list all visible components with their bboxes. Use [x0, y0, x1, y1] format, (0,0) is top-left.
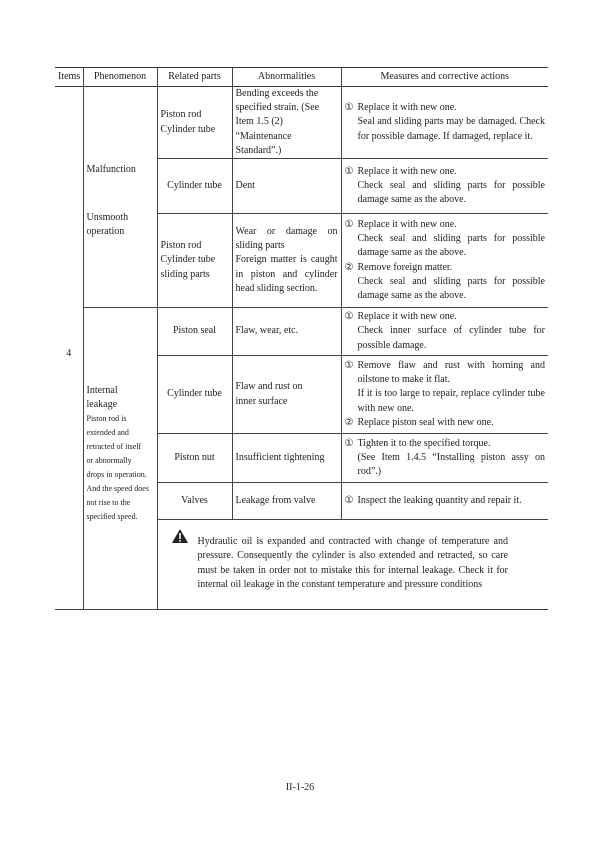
header-row: [55, 68, 548, 87]
measures: ① Replace it with new one. Check inner surface of cylinder tube for possible damage.: [341, 308, 548, 356]
header-related-parts: Related parts: [157, 68, 232, 87]
related-parts: Piston nut: [157, 434, 232, 483]
measures: ① Remove flaw and rust with horning and oilstone to make it flat. If it is too large to repair, replace cylinder tube with new one. ② Replace piston seal with new one.: [341, 356, 548, 434]
note-text: Hydraulic oil is expanded and contracted with change of temperature and pressure. Consequently the cylinder is also extended and retracted, so care must be taken in order not to mistake this for internal leakage. Check it for internal oil leakage in the constant temperature and pressure conditions: [197, 536, 508, 590]
abnormality: Bending exceeds the specified strain. (See Item 1.5 (2) “Maintenance Standard”.): [232, 87, 341, 159]
phenomenon-internal-leakage: Internal leakage Piston rod is extended and retracted of itself or abnormally drops in operation. And the speed does not rise to the specified speed.: [83, 308, 157, 610]
page-number: II-1-26: [285, 782, 315, 793]
phenomenon-label: Malfunction: [86, 164, 136, 175]
measures: ① Inspect the leaking quantity and repair it.: [341, 483, 548, 520]
item-number: 4: [55, 87, 83, 610]
abnormality: Flaw, wear, etc.: [232, 308, 341, 356]
measures: ① Replace it with new one. Check seal and sliding parts for possible damage same as the above.: [341, 159, 548, 214]
abnormality: Wear or damage on sliding parts Foreign matter is caught in piston and cylinder head sliding section.: [232, 214, 341, 308]
phenomenon-malfunction: [83, 87, 157, 308]
abnormality: Insufficient tightening: [232, 434, 341, 483]
troubleshooting-table: [55, 67, 548, 610]
warning-triangle-icon: [172, 529, 188, 548]
related-parts: Cylinder tube: [157, 159, 232, 214]
table-row: [55, 87, 548, 159]
header-measures: Measures and corrective actions: [341, 68, 548, 87]
header-items: Items: [55, 68, 83, 87]
related-parts: Piston seal: [157, 308, 232, 356]
related-parts: Piston rod Cylinder tube: [157, 87, 232, 159]
measures: ① Replace it with new one. Check seal and sliding parts for possible damage same as the above. ② Remove foreign matter. Check seal and sliding parts for possible damage same as the above.: [341, 214, 548, 308]
related-parts: Piston rod Cylinder tube sliding parts: [157, 214, 232, 308]
phenomenon-label: operation: [86, 226, 125, 238]
table-row: [55, 308, 548, 356]
related-parts: Cylinder tube: [157, 356, 232, 434]
measures: ① Tighten it to the specified torque. (See Item 1.4.5 “Installing piston assy on rod”.): [341, 434, 548, 483]
header-abnormalities: Abnormalities: [232, 68, 341, 87]
phenomenon-label: Unsmooth: [86, 212, 129, 224]
measures: ① Replace it with new one. Seal and sliding parts may be damaged. Check for possible damage. If damaged, replace it.: [341, 87, 548, 159]
header-phenomenon: Phenomenon: [83, 68, 157, 87]
abnormality: Flaw and rust on inner surface: [232, 356, 341, 434]
related-parts: Valves: [157, 483, 232, 520]
abnormality: Dent: [232, 159, 341, 214]
abnormality: Leakage from valve: [232, 483, 341, 520]
caution-note: [157, 520, 548, 610]
